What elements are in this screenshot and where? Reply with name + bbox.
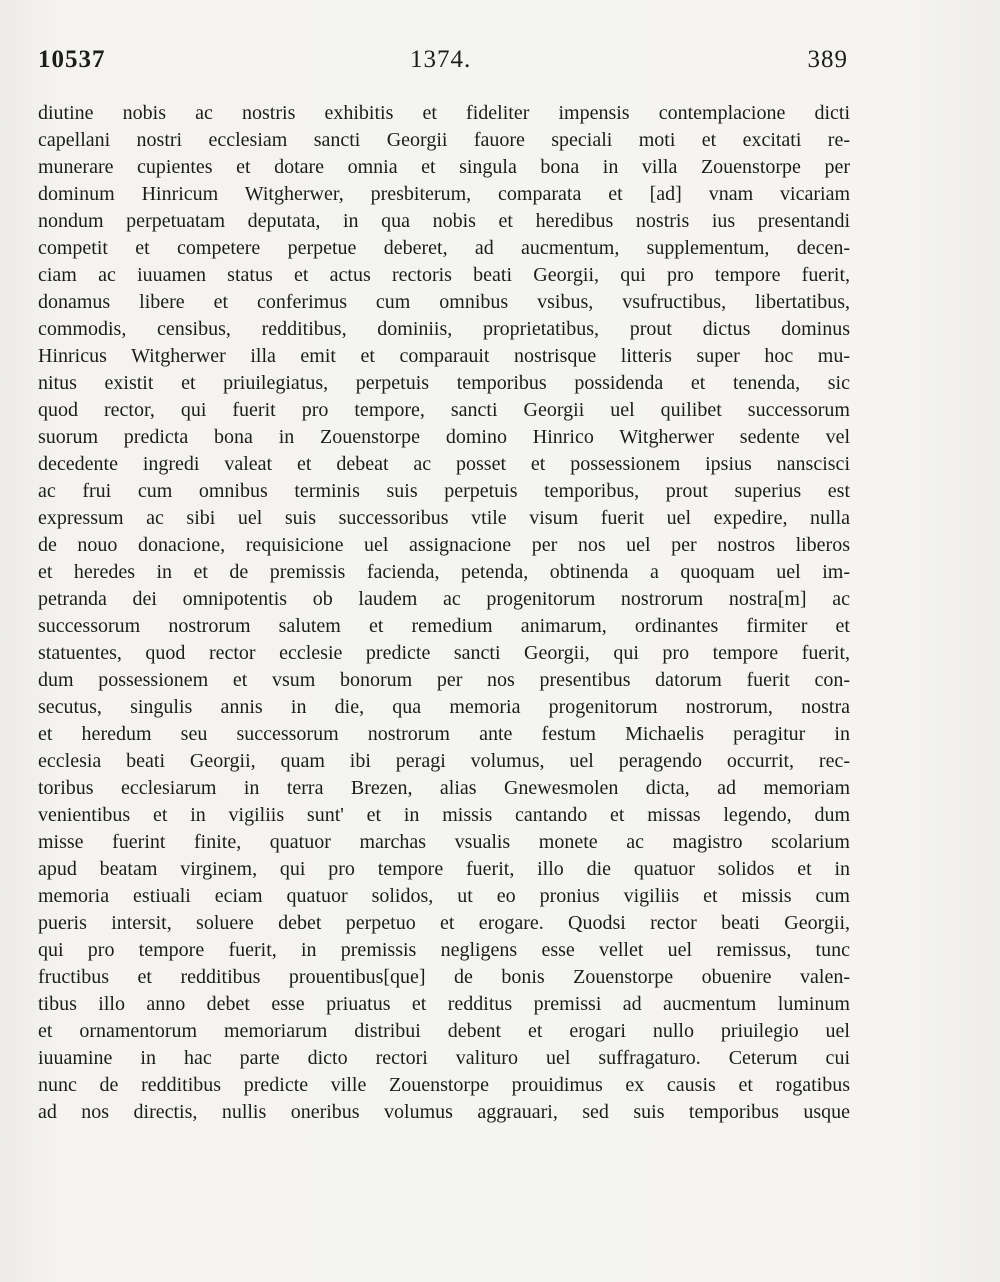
text-line: nondum perpetuatam deputata, in qua nobis et heredibus nostris ius presentandi <box>38 210 850 232</box>
text-line: statuentes, quod rector ecclesie predicte sancti Georgii, qui pro tempore fuerit, <box>38 642 850 664</box>
running-header <box>38 46 848 78</box>
text-line: memoria estiuali eciam quatuor solidos, ut eo pronius vigiliis et missis cum <box>38 885 850 907</box>
text-line: Hinricus Witgherwer illa emit et comparauit nostrisque litteris super hoc mu- <box>38 345 850 367</box>
text-line: qui pro tempore fuerit, in premissis negligens esse vellet uel remissus, tunc <box>38 939 850 961</box>
text-line: dum possessionem et vsum bonorum per nos presentibus datorum fuerit con- <box>38 669 850 691</box>
text-line: decedente ingredi valeat et debeat ac posset et possessionem ipsius nanscisci <box>38 453 850 475</box>
text-line: ciam ac iuuamen status et actus rectoris beati Georgii, qui pro tempore fuerit, <box>38 264 850 286</box>
text-line: suorum predicta bona in Zouenstorpe domino Hinrico Witgherwer sedente vel <box>38 426 850 448</box>
text-line: ad nos directis, nullis oneribus volumus aggrauari, sed suis temporibus usque <box>38 1101 850 1123</box>
text-line: toribus ecclesiarum in terra Brezen, alias Gnewesmolen dicta, ad memoriam <box>38 777 850 799</box>
text-line: munerare cupientes et dotare omnia et singula bona in villa Zouenstorpe per <box>38 156 850 178</box>
text-line: et ornamentorum memoriarum distribui debent et erogari nullo priuilegio uel <box>38 1020 850 1042</box>
text-line: diutine nobis ac nostris exhibitis et fideliter impensis contemplacione dicti <box>38 102 850 124</box>
page-number: 389 <box>807 46 848 73</box>
text-line: expressum ac sibi uel suis successoribus vtile visum fuerit uel expedire, nulla <box>38 507 850 529</box>
text-line: misse fuerint finite, quatuor marchas vsualis monete ac magistro scolarium <box>38 831 850 853</box>
text-line: apud beatam virginem, qui pro tempore fuerit, illo die quatuor solidos et in <box>38 858 850 880</box>
text-line: ecclesia beati Georgii, quam ibi peragi volumus, uel peragendo occurrit, rec- <box>38 750 850 772</box>
text-line: donamus libere et conferimus cum omnibus vsibus, vsufructibus, libertatibus, <box>38 291 850 313</box>
text-line: pueris intersit, soluere debet perpetuo et erogare. Quodsi rector beati Georgii, <box>38 912 850 934</box>
text-line: et heredes in et de premissis facienda, petenda, obtinenda a quoquam uel im- <box>38 561 850 583</box>
text-line: nunc de redditibus predicte ville Zouenstorpe prouidimus ex causis et rogatibus <box>38 1074 850 1096</box>
text-line: petranda dei omnipotentis ob laudem ac progenitorum nostrorum nostra[m] ac <box>38 588 850 610</box>
text-line: de nouo donacione, requisicione uel assignacione per nos uel per nostros liberos <box>38 534 850 556</box>
text-line: et heredum seu successorum nostrorum ante festum Michaelis peragitur in <box>38 723 850 745</box>
year-heading: 1374. <box>410 46 472 73</box>
text-line: successorum nostrorum salutem et remedium animarum, ordinantes firmiter et <box>38 615 850 637</box>
text-line: nitus existit et priuilegiatus, perpetuis temporibus possidenda et tenenda, sic <box>38 372 850 394</box>
text-line: tibus illo anno debet esse priuatus et redditus premissi ad aucmentum luminum <box>38 993 850 1015</box>
text-line: venientibus et in vigiliis sunt' et in missis cantando et missas legendo, dum <box>38 804 850 826</box>
document-number: 10537 <box>38 46 106 73</box>
text-line: quod rector, qui fuerit pro tempore, sancti Georgii uel quilibet successorum <box>38 399 850 421</box>
text-line: iuuamine in hac parte dicto rectori valituro uel suffragaturo. Ceterum cui <box>38 1047 850 1069</box>
text-line: dominum Hinricum Witgherwer, presbiterum, comparata et [ad] vnam vicariam <box>38 183 850 205</box>
text-line: competit et competere perpetue deberet, ad aucmentum, supplementum, decen- <box>38 237 850 259</box>
text-line: secutus, singulis annis in die, qua memoria progenitorum nostrorum, nostra <box>38 696 850 718</box>
text-line: capellani nostri ecclesiam sancti Georgii fauore speciali moti et excitati re- <box>38 129 850 151</box>
text-line: fructibus et redditibus prouentibus[que] de bonis Zouenstorpe obuenire valen- <box>38 966 850 988</box>
text-line: ac frui cum omnibus terminis suis perpetuis temporibus, prout superius est <box>38 480 850 502</box>
body-text <box>38 100 850 1126</box>
text-line: commodis, censibus, redditibus, dominiis, proprietatibus, prout dictus dominus <box>38 318 850 340</box>
